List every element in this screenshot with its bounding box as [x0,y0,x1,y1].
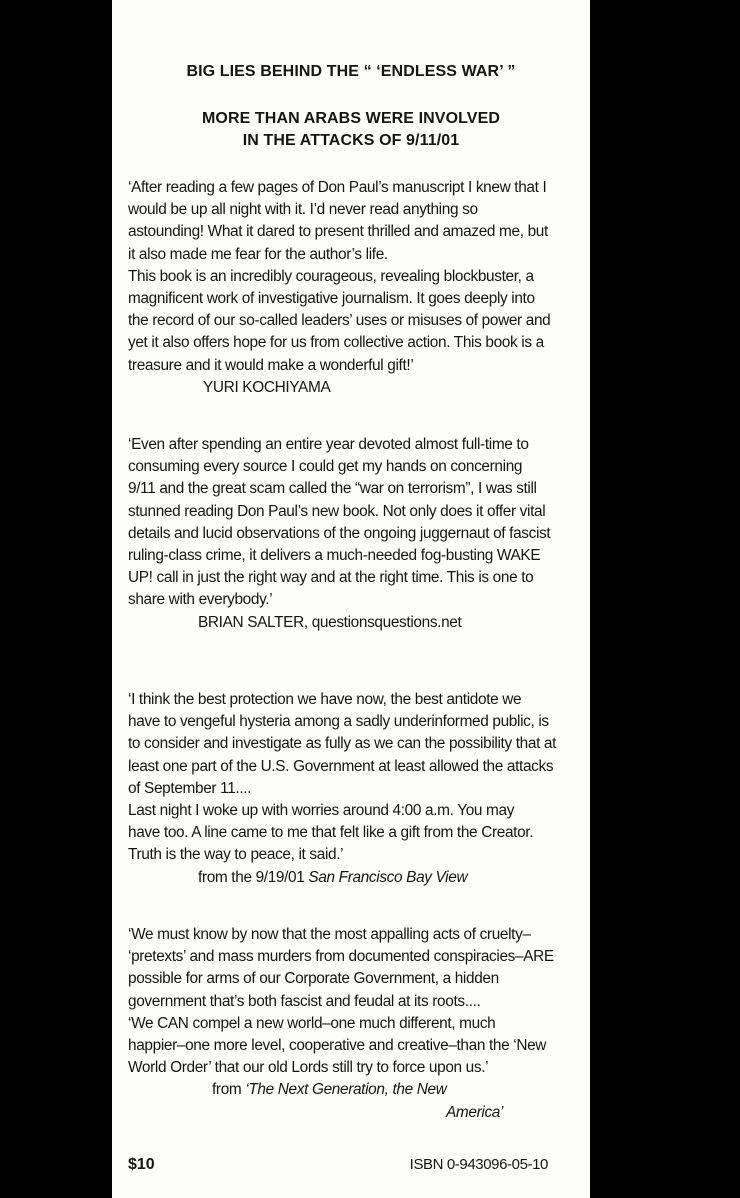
blurb-line: ruling-class crime, it delivers a much-needed fog-busting WAKE [128,547,541,565]
cover-subtitle-line-1: MORE THAN ARABS WERE INVOLVED [201,110,501,127]
blurb-line: stunned reading Don Paul’s new book. Not only does it offer vital [128,502,546,520]
blurb-line: Last night I woke up with worries around 4:00 a.m. You may [128,802,515,820]
cover-subtitle-line-2: IN THE ATTACKS OF 9/11/01 [242,132,460,149]
blurb-line: of September 11.... [128,779,252,797]
blurb-line: astounding! What it dared to present thrilled and amazed me, but [128,223,548,241]
blurb-line: would be up all night with it. I’d never read anything so [128,201,478,219]
blurb-line: share with everybody.’ [128,591,273,609]
blurb-line: ‘pretexts’ and mass murders from documented conspiracies–ARE [128,948,554,966]
price-label: $10 [128,1156,155,1173]
attribution-source-continued: America’ [446,1103,504,1121]
blurb-line: magnificent work of investigative journalism. It goes deeply into [128,290,535,308]
attribution-source: ‘The Next Generation, the New [245,1081,447,1099]
blurb-line: World Order’ that our old Lords still try to force upon us.’ [128,1059,489,1077]
blurb-line: ‘After reading a few pages of Don Paul’s manuscript I knew that I [128,179,547,196]
blurb-line: least one part of the U.S. Government at least allowed the attacks [128,757,554,775]
blurb-line: happier–one more level, cooperative and creative–than the ‘New [128,1037,547,1055]
blurb-line: government that’s both fascist and feudal at its roots.... [128,992,481,1010]
cover-title: BIG LIES BEHIND THE “ ‘ENDLESS WAR’ ” [186,63,516,80]
blurb-line: the record of our so-called leaders’ uses or misuses of power and [128,312,551,330]
blurb-line: details and lucid observations of the ongoing juggernaut of fascist [128,524,551,542]
blurb-attribution [128,867,578,889]
attribution-source: San Francisco Bay View [308,868,468,886]
blurb-line: possible for arms of our Corporate Government, a hidden [128,970,499,988]
blurb-salter [128,434,578,634]
blurb-line: ‘We CAN compel a new world–one much different, much [128,1014,496,1032]
blurb-line: ‘We must know by now that the most appalling acts of cruelty– [128,926,531,943]
blurb-attribution: BRIAN SALTER, questionsquestions.net [198,613,462,631]
blurb-line: yet it also offers hope for us from collective action. This book is a [128,334,544,352]
blurb-attribution [128,1079,578,1101]
blurb-line: have to vengeful hysteria among a sadly underinformed public, is [128,713,549,731]
blurb-attribution: YURI KOCHIYAMA [203,378,331,396]
blurb-line: to consider and investigate as fully as we can the possibility that at [128,735,557,753]
blurb-line: ‘Even after spending an entire year devoted almost full-time to [128,436,529,453]
blurb-line: 9/11 and the great scam called the “war on terrorism”, I was still [128,480,537,498]
book-back-cover [112,0,590,1198]
blurb-line: have too. A line came to me that felt like a gift from the Creator. [128,824,534,842]
blurb-line: Truth is the way to peace, it said.’ [128,846,344,864]
blurb-line: ‘I think the best protection we have now, the best antidote we [128,691,522,708]
blurb-line: This book is an incredibly courageous, revealing blockbuster, a [128,267,534,285]
blurb-bay-view [128,689,578,889]
blurb-line: it also made me fear for the author’s life. [128,245,388,263]
blurb-line: treasure and it would make a wonderful gift!’ [128,356,414,374]
blurb-line: UP! call in just the right way and at the right time. This is one to [128,569,534,587]
attribution-prefix: from the 9/19/01 [198,868,309,886]
blurb-line: consuming every source I could get my hands on concerning [128,458,523,476]
attribution-prefix: from [212,1081,246,1099]
blurb-next-generation [128,924,578,1124]
isbn-label: ISBN 0-943096-05-10 [409,1156,548,1173]
blurb-kochiyama [128,177,578,399]
